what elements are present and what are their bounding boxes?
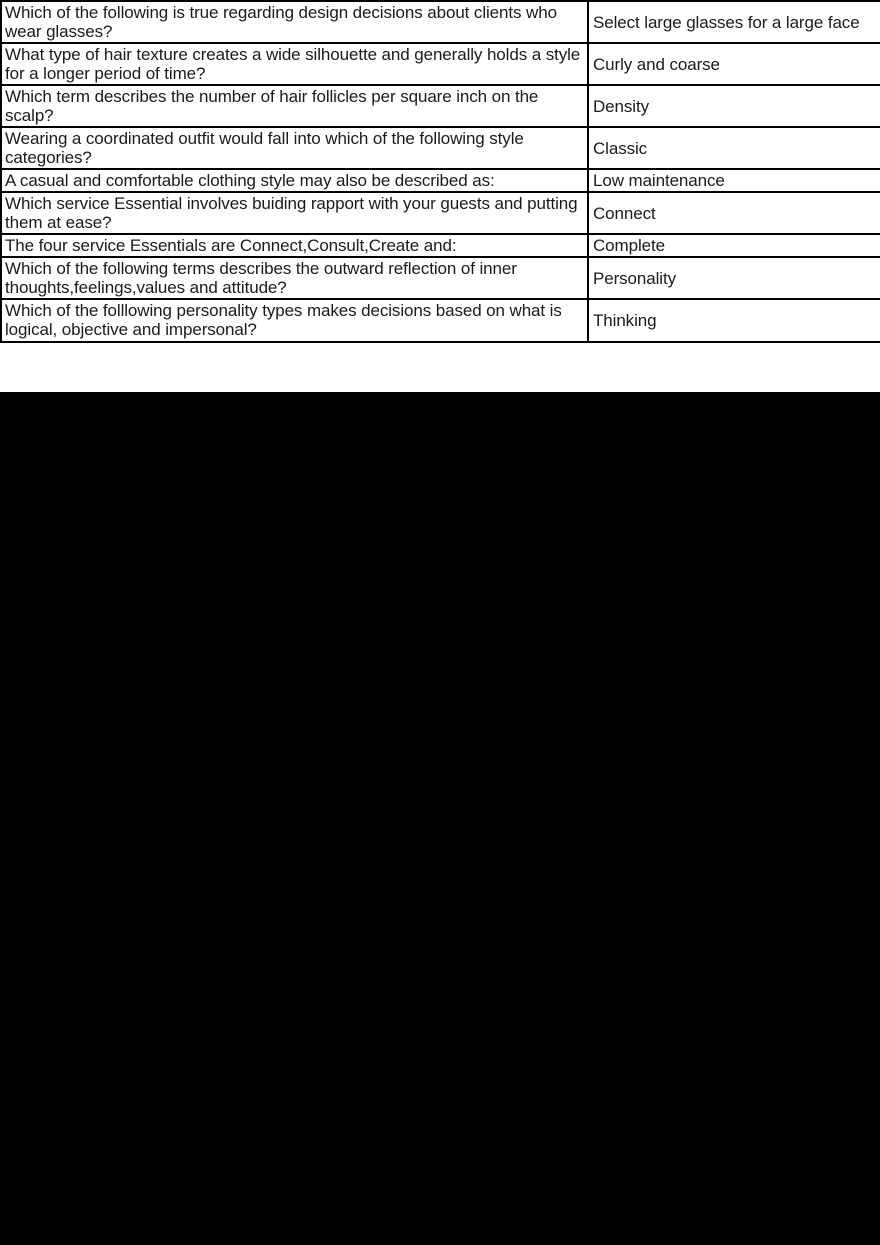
answer-cell: Connect [588, 192, 880, 234]
question-cell: What type of hair texture creates a wide silhouette and generally holds a style for a longer period of time? [1, 43, 588, 85]
answer-cell: Personality [588, 257, 880, 299]
answer-cell: Classic [588, 127, 880, 169]
answer-cell: Select large glasses for a large face [588, 1, 880, 43]
table-row [1, 257, 880, 299]
answer-cell: Complete [588, 234, 880, 257]
question-cell: A casual and comfortable clothing style may also be described as: [1, 169, 588, 192]
qa-table [0, 0, 880, 343]
black-void-region [0, 392, 880, 1245]
table-row [1, 127, 880, 169]
answer-cell: Curly and coarse [588, 43, 880, 85]
table-row [1, 85, 880, 127]
table-row [1, 1, 880, 43]
qa-table-body [1, 1, 880, 342]
table-row [1, 299, 880, 341]
table-row [1, 234, 880, 257]
question-cell: The four service Essentials are Connect,Consult,Create and: [1, 234, 588, 257]
table-row [1, 169, 880, 192]
question-cell: Which term describes the number of hair follicles per square inch on the scalp? [1, 85, 588, 127]
question-cell: Which of the folllowing personality types makes decisions based on what is logical, objective and impersonal? [1, 299, 588, 341]
question-cell: Which service Essential involves buiding rapport with your guests and putting them at ease? [1, 192, 588, 234]
question-cell: Wearing a coordinated outfit would fall into which of the following style categories? [1, 127, 588, 169]
document-page [0, 0, 880, 392]
table-row [1, 192, 880, 234]
answer-cell: Thinking [588, 299, 880, 341]
table-row [1, 43, 880, 85]
question-cell: Which of the following is true regarding design decisions about clients who wear glasses? [1, 1, 588, 43]
question-cell: Which of the following terms describes the outward reflection of inner thoughts,feelings,values and attitude? [1, 257, 588, 299]
answer-cell: Density [588, 85, 880, 127]
answer-cell: Low maintenance [588, 169, 880, 192]
